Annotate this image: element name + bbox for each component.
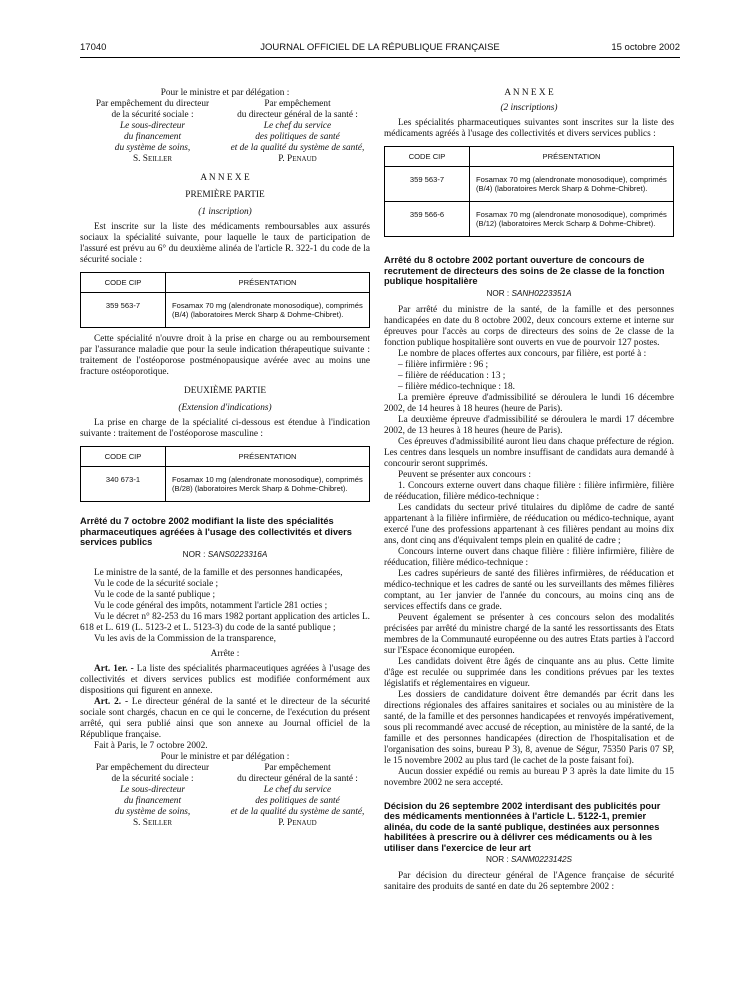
cip-code: 359 566-6 [385,202,470,237]
list-item: – filière de rééducation : 13 ; [398,370,506,381]
presentation: Fosamax 70 mg (alendronate monosodique), comprimés (B/12) (laboratoires Merck Scharp & Dohme-Chibret). [470,202,674,237]
signatory-name: P. Penaud [278,817,317,828]
issue-date: 15 octobre 2002 [611,42,680,53]
cip-code: 340 673-1 [81,467,166,502]
cip-table [80,272,370,328]
page-number: 17040 [80,42,107,53]
signature-line: du système de soins, [114,143,191,153]
decision-title: Décision du 26 septembre 2002 interdisant des publicités pour des médicaments mentionnées à l'article L. 5122-1, premier alinéa, du code de la santé publique, destinées aux personnes habilitées à prescrire ou à délivrer ces médicaments ou à les utiliser dans l'exercice de leur art [384,800,661,853]
paragraph: Est inscrite sur la liste des médicaments remboursables aux assurés sociaux la spécialité suivante, pour laquelle le taux de participation de l'assuré est prévu au 6° du deuxième alinéa de l'article R. 322-1 du code de la sécurité sociale : [80,222,370,265]
column-header: PRÉSENTATION [166,447,370,467]
page-header [80,42,680,56]
signature-line: Par empêchement [264,99,331,109]
nor-reference [384,854,674,865]
list-item: – filière médico-technique : 18. [398,381,515,392]
journal-title: JOURNAL OFFICIEL DE LA RÉPUBLIQUE FRANÇAISE [260,42,500,53]
annexe-subheading: (2 inscriptions) [500,103,558,113]
signature-line: Par empêchement du directeur [95,99,210,109]
article-label: Art. 2. - [94,696,129,707]
signature-line: de la sécurité sociale : [111,773,194,784]
signature-left [80,763,225,829]
part-subheading: (1 inscription) [198,207,252,217]
article-text: Le directeur général de la santé et le directeur de la sécurité sociale sont chargés, chacun en ce qui le concerne, de l'exécution du présent arrêté, qui sera publié ainsi que son annexe au Journal officiel de la République française. [80,696,370,740]
nor-reference [80,549,370,560]
part-heading: PREMIÈRE PARTIE [185,190,265,200]
paragraph: La deuxième épreuve d'admissibilité se déroulera le mardi 17 décembre 2002, de 13 heures à 18 heures (heure de Paris). [384,414,674,436]
signatory-name: S. Seiller [132,154,173,164]
signatory-name: P. Penaud [278,154,317,164]
arrete-label: Arrête : [210,648,240,659]
paragraph: Le nombre de places offertes aux concours, par filière, est porté à : [398,348,647,359]
paragraph: Vu le code de la sécurité sociale ; [94,578,219,589]
signature-line: des politiques de santé [255,132,340,142]
nor-code: SANM0223142S [511,855,573,864]
signature-line: Par empêchement [264,762,331,773]
paragraph: Concours interne ouvert dans chaque filière : filière infirmière, filière de rééducation, filière médico-technique : [384,546,674,568]
presentation: Fosamax 70 mg (alendronate monosodique), comprimés (B/4) (laboratoires Merck Sharp & Dohme-Chibret). [166,293,370,328]
signature-line: Le sous-directeur [120,784,185,795]
signature-block [80,99,370,165]
paragraph: Par décision du directeur général de l'Agence française de sécurité sanitaire des produits de santé en date du 26 septembre 2002 : [384,871,674,892]
signature-line: Le chef du service [263,121,332,131]
paragraph: Vu le décret n° 82-253 du 16 mars 1982 portant application des articles L. 618 et L. 619 (L. 5123-2 et L. 5123-3) du code de la santé publique ; [80,611,370,633]
cip-table [80,446,370,502]
signature-line: Le chef du service [263,784,332,795]
column-header: CODE CIP [81,273,166,293]
nor-reference [384,288,674,299]
arrete-title: Arrêté du 8 octobre 2002 portant ouverture de concours de recrutement de directeurs des soins de 2e classe de la fonction publique hospitalière [384,255,665,286]
paragraph: La première épreuve d'admissibilité se déroulera le lundi 16 décembre 2002, de 14 heures à 18 heures (heure de Paris). [384,392,674,414]
part-heading: DEUXIÈME PARTIE [184,386,266,396]
paragraph: La prise en charge de la spécialité ci-dessous est étendue à l'indication suivante : traitement de l'ostéoporose masculine : [80,418,370,439]
nor-label: NOR : [485,855,509,864]
signature-right [225,763,370,829]
signature-line: du système de soins, [114,806,191,817]
paragraph: Les cadres supérieurs de santé des filières infirmières, de rééducation et médico-technique et les cadres de santé ou les surveillants des mêmes filières comptant, au 1er janvier de l'année du concours, au moins cinq ans de services effectifs dans ce grade. [384,568,674,612]
signature-left [80,99,225,165]
paragraph: Aucun dossier expédié ou remis au bureau P 3 après la date limite du 15 novembre 2002 ne sera accepté. [384,766,674,788]
right-column [384,88,674,893]
signature-line: Par empêchement du directeur [95,762,210,773]
table-row [81,293,370,328]
presentation: Fosamax 70 mg (alendronate monosodique), comprimés (B/4) (laboratoires Merck Sharp & Dohme-Chibret). [470,167,674,202]
annexe-heading: A N N E X E [200,173,250,183]
part-subheading: (Extension d'indications) [178,403,272,413]
paragraph: Les candidats du secteur privé titulaires du diplôme de cadre de santé appartenant à la filière infirmière, de rééducation ou médico-technique, ayant exercé l'une des professions appartenant à ces filières pendant au moins dix ans, dont cinq ans d'équivalent temps plein en qualité de cadre ; [384,502,674,546]
signature-line: et de la qualité du système de santé, [230,143,365,153]
paragraph: Les dossiers de candidature doivent être demandés par écrit dans les directions régionales des affaires sanitaires et sociales ou au ministère de la santé, de la famille et des personnes handicapées et renvoyés impérativement, sous pli recommandé avec accusé de réception, au ministère de la santé, de la famille et des personnes handicapées (direction de l'hospitalisation et de l'organisation des soins, bureau P 3), 8, avenue de Ségur, 75350 Paris 07 SP, le 15 novembre 2002 au plus tard (le cachet de la poste faisant foi). [384,689,674,766]
paragraph: Vu le code de la santé publique ; [94,589,216,600]
nor-code: SANH0223351A [511,288,572,298]
article-label: Art. 1er. - [94,663,134,674]
signature-line: de la sécurité sociale : [111,110,194,120]
signature-line: des politiques de santé [255,795,340,806]
article [80,664,370,697]
paragraph: Ces épreuves d'admissibilité auront lieu dans chaque préfecture de région. Les centres dans lesquels un nombre insuffisant de candidats aura demandé à concourir seront supprimés. [384,436,674,469]
paragraph: Vu le code général des impôts, notamment l'article 281 octies ; [94,600,328,611]
signature-line: du directeur général de la santé : [237,773,358,784]
signature-block [80,763,370,829]
cip-table [384,146,674,237]
annexe-heading: A N N E X E [504,88,554,98]
paragraph: Les candidats doivent être âgés de cinquante ans au plus. Cette limite d'âge est reculée ou supprimée dans les conditions prévues par les textes législatifs et réglementaires en vigueur. [384,656,674,689]
table-row [81,467,370,502]
column-header: PRÉSENTATION [166,273,370,293]
header-rule [80,57,680,58]
signature-intro: Pour le ministre et par délégation : [160,88,290,98]
paragraph: 1. Concours externe ouvert dans chaque filière : filière infirmière, filière de rééducation, filière médico-technique : [384,480,674,502]
paragraph: Peuvent se présenter aux concours : [398,469,531,480]
cip-code: 359 563-7 [81,293,166,328]
presentation: Fosamax 10 mg (alendronate monosodique), comprimés (B/28) (laboratoires Merck Sharp & Dohme-Chibret). [166,467,370,502]
article-text: La liste des spécialités pharmaceutiques agréées à l'usage des collectivités et divers services publics est modifiée conformément aux dispositions qui figurent en annexe. [80,663,371,696]
signature-line: du financement [123,132,182,142]
signature-intro: Pour le ministre et par délégation : [160,751,290,762]
fait-line: Fait à Paris, le 7 octobre 2002. [94,740,208,751]
cip-code: 359 563-7 [385,167,470,202]
paragraph: Peuvent également se présenter à ces concours selon des modalités précisées par arrêté du ministre chargé de la santé les ressortissants des Etats membres de la Communauté européenne ou des autres Etats parties à l'accord sur l'Espace économique européen. [384,612,674,656]
signature-line: Le sous-directeur [120,121,185,131]
list-item: – filière infirmière : 96 ; [398,359,489,370]
paragraph: Les spécialités pharmaceutiques suivantes sont inscrites sur la liste des médicaments agréés à l'usage des collectivités et divers services publics : [384,118,674,139]
column-header: CODE CIP [385,147,470,167]
article [80,697,370,741]
paragraph: Le ministre de la santé, de la famille et des personnes handicapées, [94,567,343,578]
column-header: PRÉSENTATION [470,147,674,167]
nor-label: NOR : [182,549,206,559]
signature-line: et de la qualité du système de santé, [230,806,365,817]
arrete-title: Arrêté du 7 octobre 2002 modifiant la liste des spécialités pharmaceutiques agréées à l'usage des collectivités et divers services publics [80,516,352,547]
paragraph: Cette spécialité n'ouvre droit à la prise en charge ou au remboursement par l'assurance maladie que pour la seule indication thérapeutique suivante : traitement de l'ostéoporose postménopausique avérée avec au moins une fracture ostéoporotique. [80,334,370,377]
signature-line: du financement [123,795,182,806]
paragraph: Vu les avis de la Commission de la transparence, [94,633,276,644]
nor-code: SANS0223316A [207,549,268,559]
signature-line: du directeur général de la santé : [237,110,358,120]
paragraph: Par arrêté du ministre de la santé, de la famille et des personnes handicapées en date du 8 octobre 2002, deux concours externe et interne sur épreuves pour l'accès au corps de directeurs des soins de 2e classe de la fonction publique hospitalière sont ouverts en vue de pourvoir 127 postes. [384,304,674,348]
signatory-name: S. Seiller [132,817,173,828]
nor-label: NOR : [486,288,510,298]
column-header: CODE CIP [81,447,166,467]
table-row [385,202,674,237]
signature-right [225,99,370,165]
left-column [80,88,370,829]
table-row [385,167,674,202]
